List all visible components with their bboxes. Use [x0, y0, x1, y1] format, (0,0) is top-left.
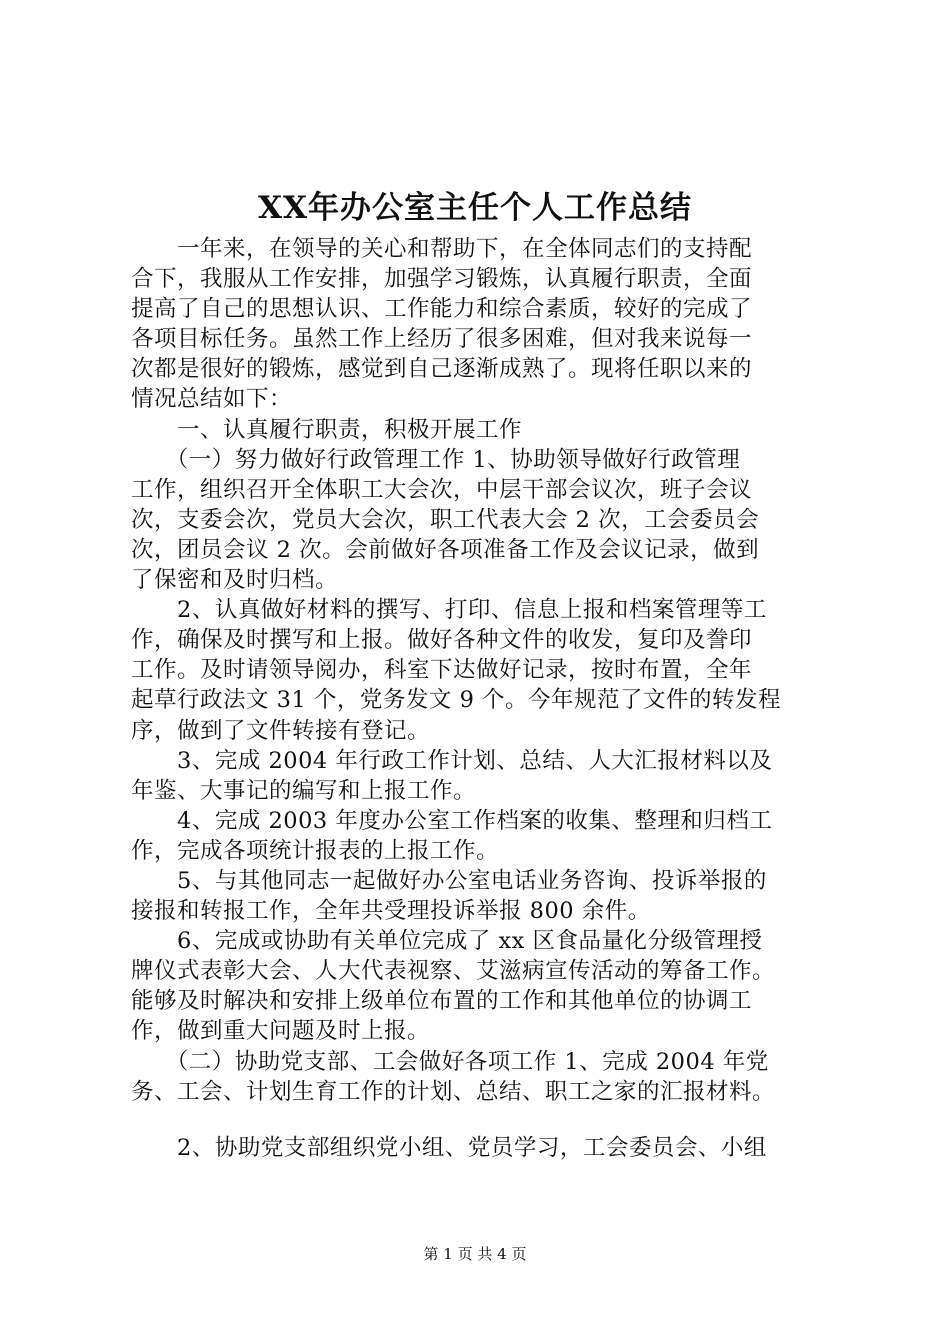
- body-line: 年鉴、大事记的编写和上报工作。: [131, 777, 477, 804]
- body-line: （二）协助党支部、工会做好各项工作 1、完成 2004 年党: [131, 1048, 769, 1075]
- body-line: 一年来，在领导的关心和帮助下，在全体同志们的支持配: [131, 236, 753, 262]
- body-line: 了保密和及时归档。: [131, 567, 339, 594]
- body-line: 5、与其他同志一起做好办公室电话业务咨询、投诉举报的: [131, 867, 767, 894]
- body-line: 次，支委会次，党员大会次，职工代表大会 2 次，工会委员会: [131, 506, 760, 533]
- body-line: 起草行政法文 31 个，党务发文 9 个。今年规范了文件的转发程: [131, 687, 782, 714]
- body-line: 6、完成或协助有关单位完成了 xx 区食品量化分级管理授: [131, 928, 763, 955]
- body-line: 接报和转报工作，全年共受理投诉举报 800 余件。: [131, 898, 651, 925]
- body-line: 提高了自己的思想认识、工作能力和综合素质，较好的完成了: [131, 296, 753, 323]
- body-line: 各项目标任务。虽然工作上经历了很多困难，但对我来说每一: [131, 326, 753, 353]
- body-line: 工作。及时请领导阅办，科室下达做好记录，按时布置，全年: [131, 657, 753, 684]
- document-body: [131, 234, 836, 1163]
- body-line: 作，做到重大问题及时上报。: [131, 1018, 431, 1045]
- body-line: 作，完成各项统计报表的上报工作。: [131, 837, 500, 864]
- body-line: 4、完成 2003 年度办公室工作档案的收集、整理和归档工: [131, 807, 773, 834]
- paragraph-gap: [131, 1107, 836, 1133]
- body-line: 2、认真做好材料的撰写、打印、信息上报和档案管理等工: [131, 597, 767, 624]
- body-line: 次，团员会议 2 次。会前做好各项准备工作及会议记录，做到: [131, 536, 760, 563]
- body-line: （一）努力做好行政管理工作 1、协助领导做好行政管理: [131, 446, 741, 473]
- body-line: 牌仪式表彰大会、人大代表视察、艾滋病宣传活动的筹备工作。: [131, 958, 776, 985]
- body-line: 情况总结如下：: [131, 386, 293, 413]
- body-line: 3、完成 2004 年行政工作计划、总结、人大汇报材料以及: [131, 747, 773, 774]
- body-line: 次都是很好的锻炼，感觉到自己逐渐成熟了。现将任职以来的: [131, 356, 753, 383]
- section-heading: 一、认真履行职责，积极开展工作: [131, 416, 523, 443]
- document-title: XX年办公室主任个人工作总结: [257, 190, 693, 226]
- body-line: 工作，组织召开全体职工大会次，中层干部会议次，班子会议: [131, 476, 753, 503]
- body-line: 务、工会、计划生育工作的计划、总结、职工之家的汇报材料。: [131, 1078, 776, 1105]
- body-line: 作，确保及时撰写和上报。做好各种文件的收发，复印及誊印: [131, 627, 753, 654]
- body-line: 能够及时解决和安排上级单位布置的工作和其他单位的协调工: [131, 988, 753, 1015]
- body-line: 2、协助党支部组织党小组、党员学习，工会委员会、小组: [131, 1134, 767, 1161]
- body-line: 序，做到了文件转接有登记。: [131, 717, 431, 744]
- page-number-footer: 第 1 页 共 4 页: [423, 1245, 527, 1263]
- body-line: 合下，我服从工作安排，加强学习锻炼，认真履行职责，全面: [131, 266, 753, 293]
